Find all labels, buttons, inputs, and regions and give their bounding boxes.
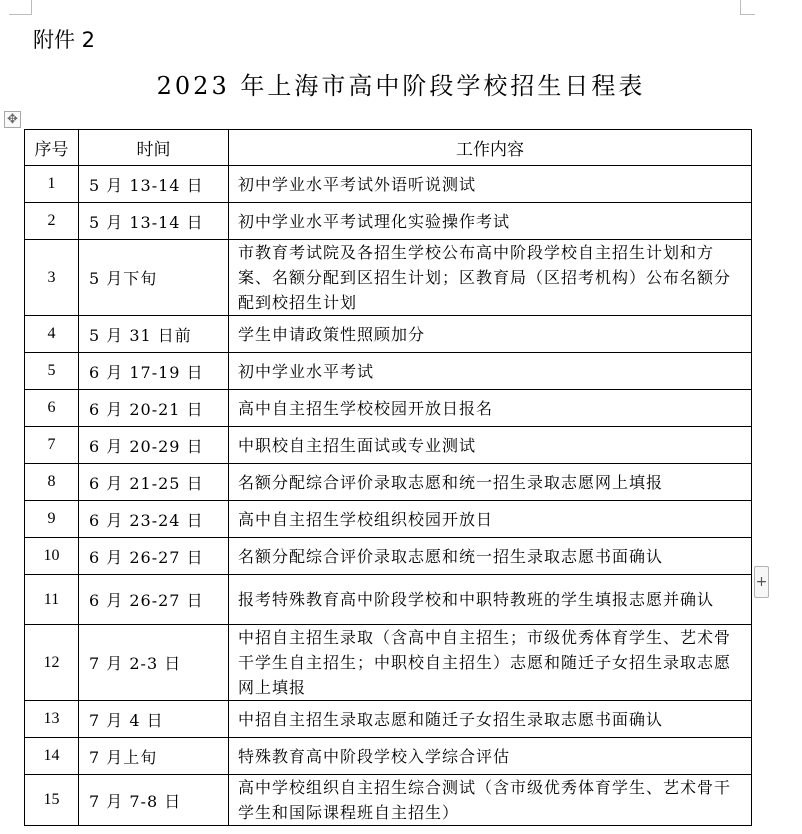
table-row: [25, 538, 752, 575]
row-date: 7 月 4 日: [79, 701, 229, 738]
row-number: 9: [25, 501, 79, 538]
table-row: [25, 353, 752, 390]
row-number: 14: [25, 738, 79, 775]
row-date: 6 月 26-27 日: [79, 538, 229, 575]
page-corner-mark-left: [9, 0, 32, 15]
row-date: 6 月 20-21 日: [79, 390, 229, 427]
row-date: 6 月 21-25 日: [79, 464, 229, 501]
row-task: 高中自主招生学校校园开放日报名: [229, 390, 752, 427]
row-task: 中招自主招生录取（含高中自主招生；市级优秀体育学生、艺术骨干学生自主招生；中职校自主招生）志愿和随迁子女招生录取志愿网上填报: [229, 625, 752, 701]
row-task: 中职校自主招生面试或专业测试: [229, 427, 752, 464]
add-row-handle[interactable]: [754, 566, 769, 598]
row-task: 高中学校组织自主招生综合测试（含市级优秀体育学生、艺术骨干学生和国际课程班自主招生）: [229, 775, 752, 826]
row-number: 15: [25, 775, 79, 826]
row-date: 7 月 7-8 日: [79, 775, 229, 826]
row-task: 报考特殊教育高中阶段学校和中职特教班的学生填报志愿并确认: [229, 575, 752, 625]
table-row: [25, 775, 752, 826]
row-number: 10: [25, 538, 79, 575]
schedule-table: [24, 129, 752, 826]
table-move-handle[interactable]: [4, 111, 21, 128]
row-date: 6 月 20-29 日: [79, 427, 229, 464]
move-icon: ✥: [7, 112, 18, 127]
row-number: 6: [25, 390, 79, 427]
row-number: 11: [25, 575, 79, 625]
row-task: 中招自主招生录取志愿和随迁子女招生录取志愿书面确认: [229, 701, 752, 738]
row-task: 初中学业水平考试理化实验操作考试: [229, 203, 752, 240]
row-number: 1: [25, 166, 79, 203]
header-content: 工作内容: [229, 130, 752, 166]
document-title: 2023 年上海市高中阶段学校招生日程表: [156, 72, 646, 100]
row-number: 4: [25, 316, 79, 353]
annex-label: 附件 2: [33, 28, 96, 52]
row-task: 学生申请政策性照顾加分: [229, 316, 752, 353]
row-date: 6 月 23-24 日: [79, 501, 229, 538]
row-task: 高中自主招生学校组织校园开放日: [229, 501, 752, 538]
plus-icon: +: [755, 574, 768, 590]
row-date: 7 月 2-3 日: [79, 625, 229, 701]
row-task: 特殊教育高中阶段学校入学综合评估: [229, 738, 752, 775]
row-date: 5 月 13-14 日: [79, 203, 229, 240]
table-row: [25, 625, 752, 701]
row-task: 初中学业水平考试: [229, 353, 752, 390]
row-date: 6 月 17-19 日: [79, 353, 229, 390]
row-number: 7: [25, 427, 79, 464]
table-row: [25, 575, 752, 625]
row-date: 5 月 31 日前: [79, 316, 229, 353]
page-corner-mark-right: [740, 0, 755, 15]
row-number: 8: [25, 464, 79, 501]
table-row: [25, 738, 752, 775]
row-date: 5 月下旬: [79, 240, 229, 316]
header-time: 时间: [79, 130, 229, 166]
row-task: 市教育考试院及各招生学校公布高中阶段学校自主招生计划和方案、名额分配到区招生计划；区教育局（区招考机构）公布名额分配到校招生计划: [229, 240, 752, 316]
row-number: 5: [25, 353, 79, 390]
row-date: 6 月 26-27 日: [79, 575, 229, 625]
table-row: [25, 166, 752, 203]
header-number: 序号: [25, 130, 79, 166]
row-task: 名额分配综合评价录取志愿和统一招生录取志愿书面确认: [229, 538, 752, 575]
table-row: [25, 427, 752, 464]
table-row: [25, 701, 752, 738]
row-date: 7 月上旬: [79, 738, 229, 775]
row-number: 12: [25, 625, 79, 701]
table-row: [25, 203, 752, 240]
row-task: 名额分配综合评价录取志愿和统一招生录取志愿网上填报: [229, 464, 752, 501]
table-row: [25, 240, 752, 316]
table-row: [25, 464, 752, 501]
row-task: 初中学业水平考试外语听说测试: [229, 166, 752, 203]
row-number: 13: [25, 701, 79, 738]
row-date: 5 月 13-14 日: [79, 166, 229, 203]
table-row: [25, 501, 752, 538]
table-row: [25, 390, 752, 427]
table-row: [25, 316, 752, 353]
row-number: 3: [25, 240, 79, 316]
table-header-row: [25, 130, 752, 166]
row-number: 2: [25, 203, 79, 240]
